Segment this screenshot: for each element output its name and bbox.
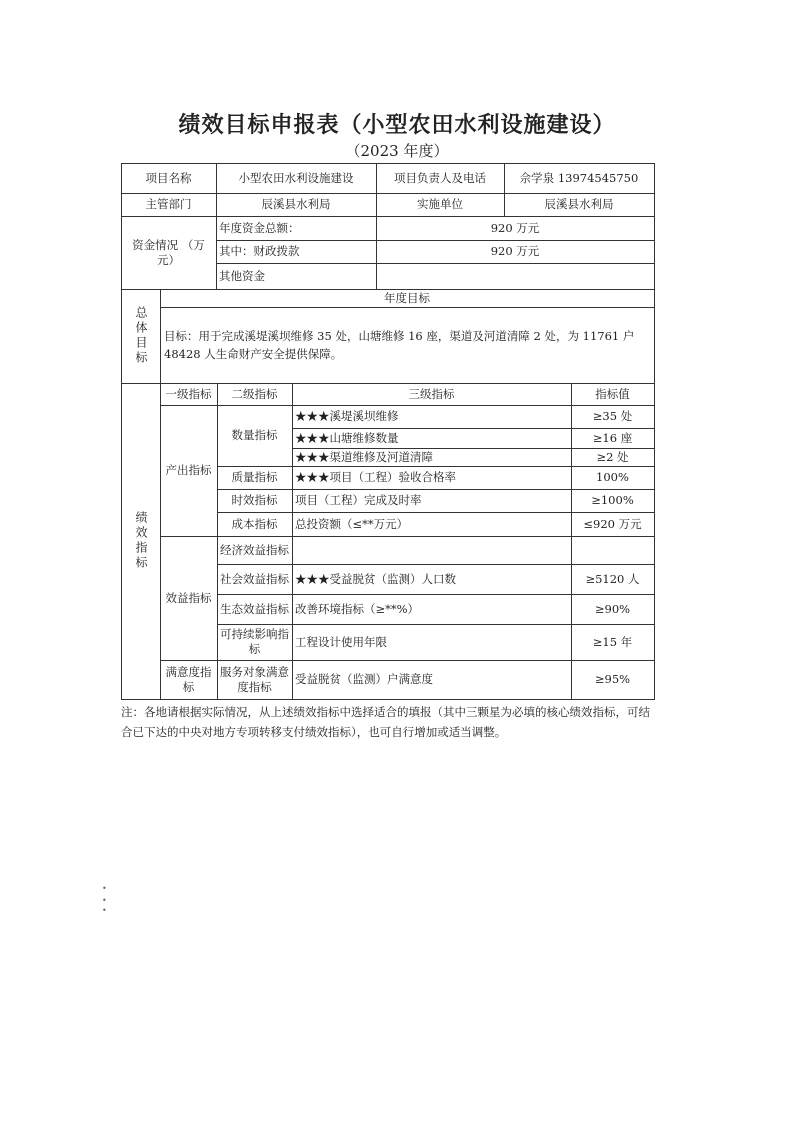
- sustain-value: ≥15 年: [592, 634, 633, 649]
- project-name-value: 小型农田水利设施建设: [238, 170, 354, 185]
- goal-side-label: 总体目标: [134, 306, 148, 366]
- q2-value: ≥16 座: [592, 430, 633, 445]
- cost-name: 总投资额（≤**万元）: [295, 516, 409, 531]
- impl-value: 辰溪县水利局: [544, 197, 614, 211]
- scan-mark: •: [102, 884, 107, 893]
- contact-label: 项目负责人及电话: [394, 170, 486, 185]
- fiscal-funds-label: 其中：财政拨款: [219, 244, 300, 258]
- econ-indicator-label: 经济效益指标: [220, 542, 289, 557]
- dept-value: 辰溪县水利局: [261, 197, 331, 211]
- quality-name: ★★★项目（工程）验收合格率: [295, 470, 456, 484]
- contact-value: 佘学泉 13974545750: [519, 170, 639, 185]
- quality-value: 100%: [596, 470, 629, 484]
- cost-value: ≤920 万元: [583, 516, 642, 531]
- sustain-indicator-label: 可持续影响指标: [220, 627, 289, 656]
- other-funds-label: 其他资金: [219, 268, 265, 283]
- social-value: ≥5120 人: [585, 571, 640, 586]
- social-indicator-label: 社会效益指标: [220, 571, 289, 586]
- time-value: ≥100%: [591, 493, 634, 507]
- col-level3: 三级指标: [408, 386, 455, 401]
- fiscal-funds-value: 920 万元: [490, 244, 540, 258]
- service-satisfaction-label: 服务对象满意度指标: [220, 664, 289, 694]
- col-value: 指标值: [595, 386, 630, 401]
- econ-value: [571, 536, 654, 564]
- document-year: （2023 年度）: [345, 142, 449, 160]
- q1-value: ≥35 处: [592, 409, 633, 423]
- annual-funds-label: 年度资金总额：: [219, 220, 300, 235]
- eco-indicator-label: 生态效益指标: [220, 601, 289, 616]
- social-name: ★★★受益脱贫（监测）人口数: [295, 571, 456, 586]
- time-name: 项目（工程）完成及时率: [295, 493, 422, 507]
- document-title: 绩效目标申报表（小型农田水利设施建设）: [178, 112, 616, 138]
- goal-text: 目标：用于完成溪堤溪坝维修 35 处，山塘维修 16 座，渠道及河道清障 2 处，为 11761 户 48428 人生命财产安全提供保障。: [164, 329, 635, 361]
- output-indicator-label: 产出指标: [165, 463, 212, 477]
- quality-indicator-label: 质量指标: [231, 470, 278, 484]
- satisfaction-value: ≥95%: [594, 672, 631, 686]
- q1-name: ★★★溪堤溪坝维修: [295, 409, 399, 423]
- indicators-side-label: 绩效指标: [134, 511, 148, 571]
- eco-name: 改善环境指标（≥**%）: [295, 601, 420, 616]
- funds-label: 资金情况 （万元）: [132, 237, 205, 267]
- time-indicator-label: 时效指标: [231, 493, 278, 507]
- col-level2: 二级指标: [231, 386, 278, 401]
- annual-funds-value: 920 万元: [490, 220, 540, 235]
- quantity-indicator-label: 数量指标: [231, 428, 278, 442]
- q3-name: ★★★渠道维修及河道清障: [295, 449, 433, 464]
- goal-header: 年度目标: [384, 290, 430, 305]
- eco-value: ≥90%: [594, 601, 631, 616]
- benefit-indicator-label: 效益指标: [165, 590, 212, 605]
- scan-mark: •: [102, 906, 107, 915]
- cost-indicator-label: 成本指标: [231, 516, 278, 531]
- project-name-label: 项目名称: [145, 170, 192, 185]
- econ-name: [292, 536, 571, 564]
- footnote: 注：各地请根据实际情况，从上述绩效指标中选择适合的填报（其中三颗星为必填的核心绩效指标，可结合已下达的中央对地方专项转移支付绩效指标），也可自行增加或适当调整。: [121, 705, 650, 739]
- impl-label: 实施单位: [417, 197, 463, 211]
- dept-label: 主管部门: [145, 197, 192, 211]
- q3-value: ≥2 处: [596, 449, 629, 464]
- other-funds-value: [376, 263, 654, 289]
- satisfaction-indicator-label: 满意度指标: [165, 664, 212, 694]
- q2-name: ★★★山塘维修数量: [295, 430, 399, 445]
- col-level1: 一级指标: [165, 386, 212, 401]
- scan-mark: •: [102, 896, 107, 905]
- satisfaction-name: 受益脱贫（监测）户满意度: [295, 672, 433, 686]
- sustain-name: 工程设计使用年限: [295, 634, 387, 649]
